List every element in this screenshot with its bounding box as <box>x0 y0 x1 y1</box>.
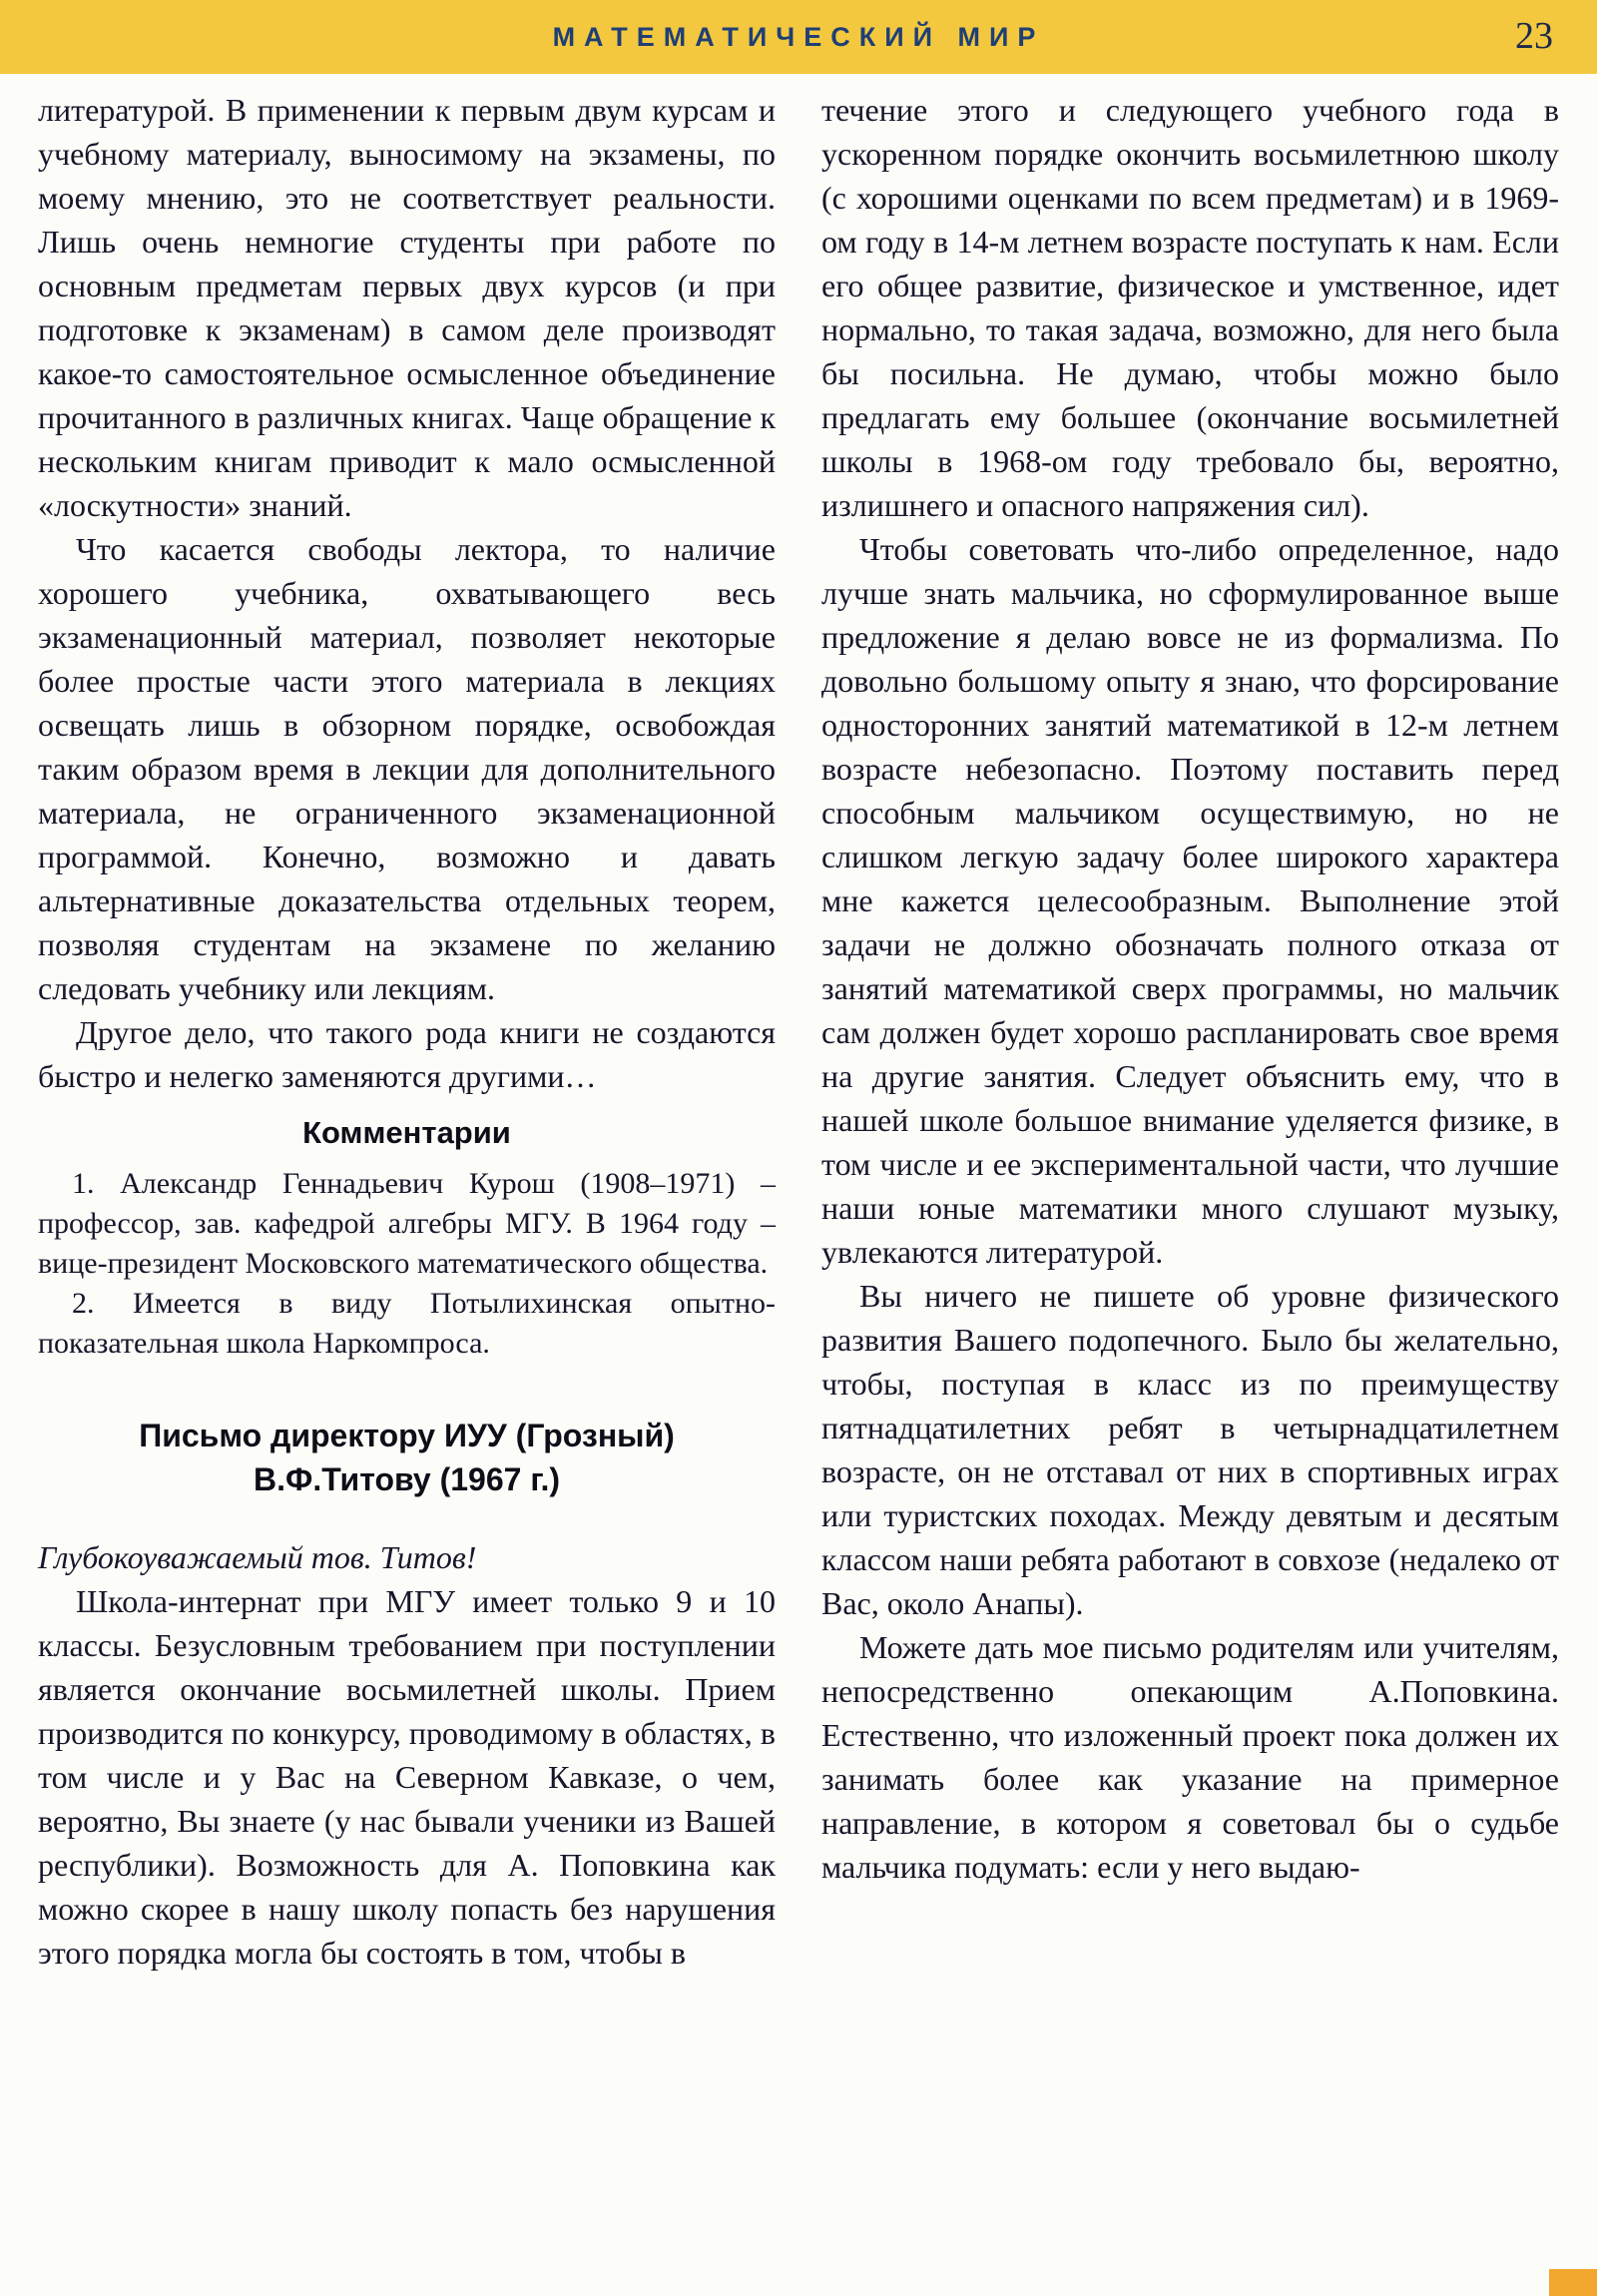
paragraph: Школа-интернат при МГУ имеет только 9 и 10 классы. Безусловным требованием при поступлении является окончание восьмилетней школы. Прием производится по конкурсу, проводимому в областях, в том числе и у Вас на Северном Кавказе, о чем, вероятно, Вы знаете (у нас бывали ученики из Вашей республики). Возможность для А. Поповкина как можно скорее в нашу школу попасть без нарушения этого порядка могла бы состоять в том, чтобы в <box>38 1583 776 1971</box>
comments-heading: Комментарии <box>302 1115 511 1150</box>
right-column <box>821 88 1559 1975</box>
journal-title: МАТЕМАТИЧЕСКИЙ МИР <box>552 21 1045 52</box>
letter-salutation: Глубокоуважаемый тов. Титов! <box>38 1539 477 1575</box>
letter-heading-line1: Письмо директору ИУУ (Грозный) <box>139 1418 675 1453</box>
paragraph: Вы ничего не пишете об уровне физического развития Вашего подопечного. Было бы желательно, чтобы, поступая в класс из по преимуществу пятнадцатилетних ребят в четырнадцатилетнем возрасте, он не отставал от них в спортивных играх или туристских походах. Между девятым и десятым классом наши ребята работают в совхозе (недалеко от Вас, около Анапы). <box>821 1278 1559 1621</box>
page-number: 23 <box>1515 15 1553 58</box>
letter-heading-line2: В.Ф.Титову (1967 г.) <box>254 1461 560 1497</box>
comment-item: 1. Александр Геннадьевич Курош (1908–1971) – профессор, зав. кафедрой алгебры МГУ. В 1964 году – вице-президент Московского математического общества. <box>38 1167 776 1280</box>
left-column <box>38 88 776 1975</box>
paragraph-continuation: литературой. В применении к первым двум курсам и учебному материалу, выносимому на экзамены, по моему мнению, это не соответствует реальности. Лишь очень немногие студенты при работе по основным предметам первых двух курсов (и при подготовке к экзаменам) в самом деле производят какое-то самостоятельное осмысленное объединение прочитанного в различных книгах. Чаще обращение к нескольким книгам приводит к мало осмысленной «лоскутности» знаний. <box>38 92 776 523</box>
paragraph: Другое дело, что такого рода книги не создаются быстро и нелегко заменяются другими… <box>38 1014 776 1094</box>
letter-heading <box>38 1414 776 1501</box>
comment-item: 2. Имеется в виду Потылихинская опытно-показательная школа Наркомпроса. <box>38 1287 776 1360</box>
corner-accent <box>1549 2269 1597 2296</box>
paragraph: Чтобы советовать что-либо определенное, надо лучше знать мальчика, но сформулированное выше предложение я делаю вовсе не из формализма. По довольно большому опыту я знаю, что форсирование односторонних занятий математикой в 12-м летнем возрасте небезопасно. Поэтому поставить перед способным мальчиком осуществимую, но не слишком легкую задачу более широкого характера мне кажется целесообразным. Выполнение этой задачи не должно обозначать полного отказа от занятий математикой сверх программы, но мальчик сам должен будет хорошо распланировать свое время на другие занятия. Следует объяснить ему, что в нашей школе большое внимание уделяется физике, в том числе и ее экспериментальной части, что лучшие наши юные математики много слушают музыку, увлекаются литературой. <box>821 531 1559 1270</box>
paragraph-continuation: течение этого и следующего учебного года в ускоренном порядке окончить восьмилетнюю школу (с хорошими оценками по всем предметам) и в 1969-ом году в 14-м летнем возрасте поступать к нам. Если его общее развитие, физическое и умственное, идет нормально, то такая задача, возможно, для него была бы посильна. Не думаю, чтобы можно было предлагать ему большее (окончание восьмилетней школы в 1968-ом году требовало бы, вероятно, излишнего и опасного напряжения сил). <box>821 92 1559 523</box>
header-band <box>0 0 1597 74</box>
page-content <box>0 74 1597 1975</box>
paragraph: Что касается свободы лектора, то наличие хорошего учебника, охватывающего весь экзаменационный материал, позволяет некоторые более простые части этого материала в лекциях освещать лишь в обзорном порядке, освобождая таким образом время в лекции для дополнительного материала, не ограниченного экзаменационной программой. Конечно, возможно и давать альтернативные доказательства отдельных теорем, позволяя студентам на экзамене по желанию следовать учебнику или лекциям. <box>38 531 776 1006</box>
paragraph: Можете дать мое письмо родителям или учителям, непосредственно опекающим А.Поповкина. Естественно, что изложенный проект пока должен их занимать более как указание на примерное направление, в котором я советовал бы о судьбе мальчика подумать: если у него выдаю- <box>821 1629 1559 1885</box>
